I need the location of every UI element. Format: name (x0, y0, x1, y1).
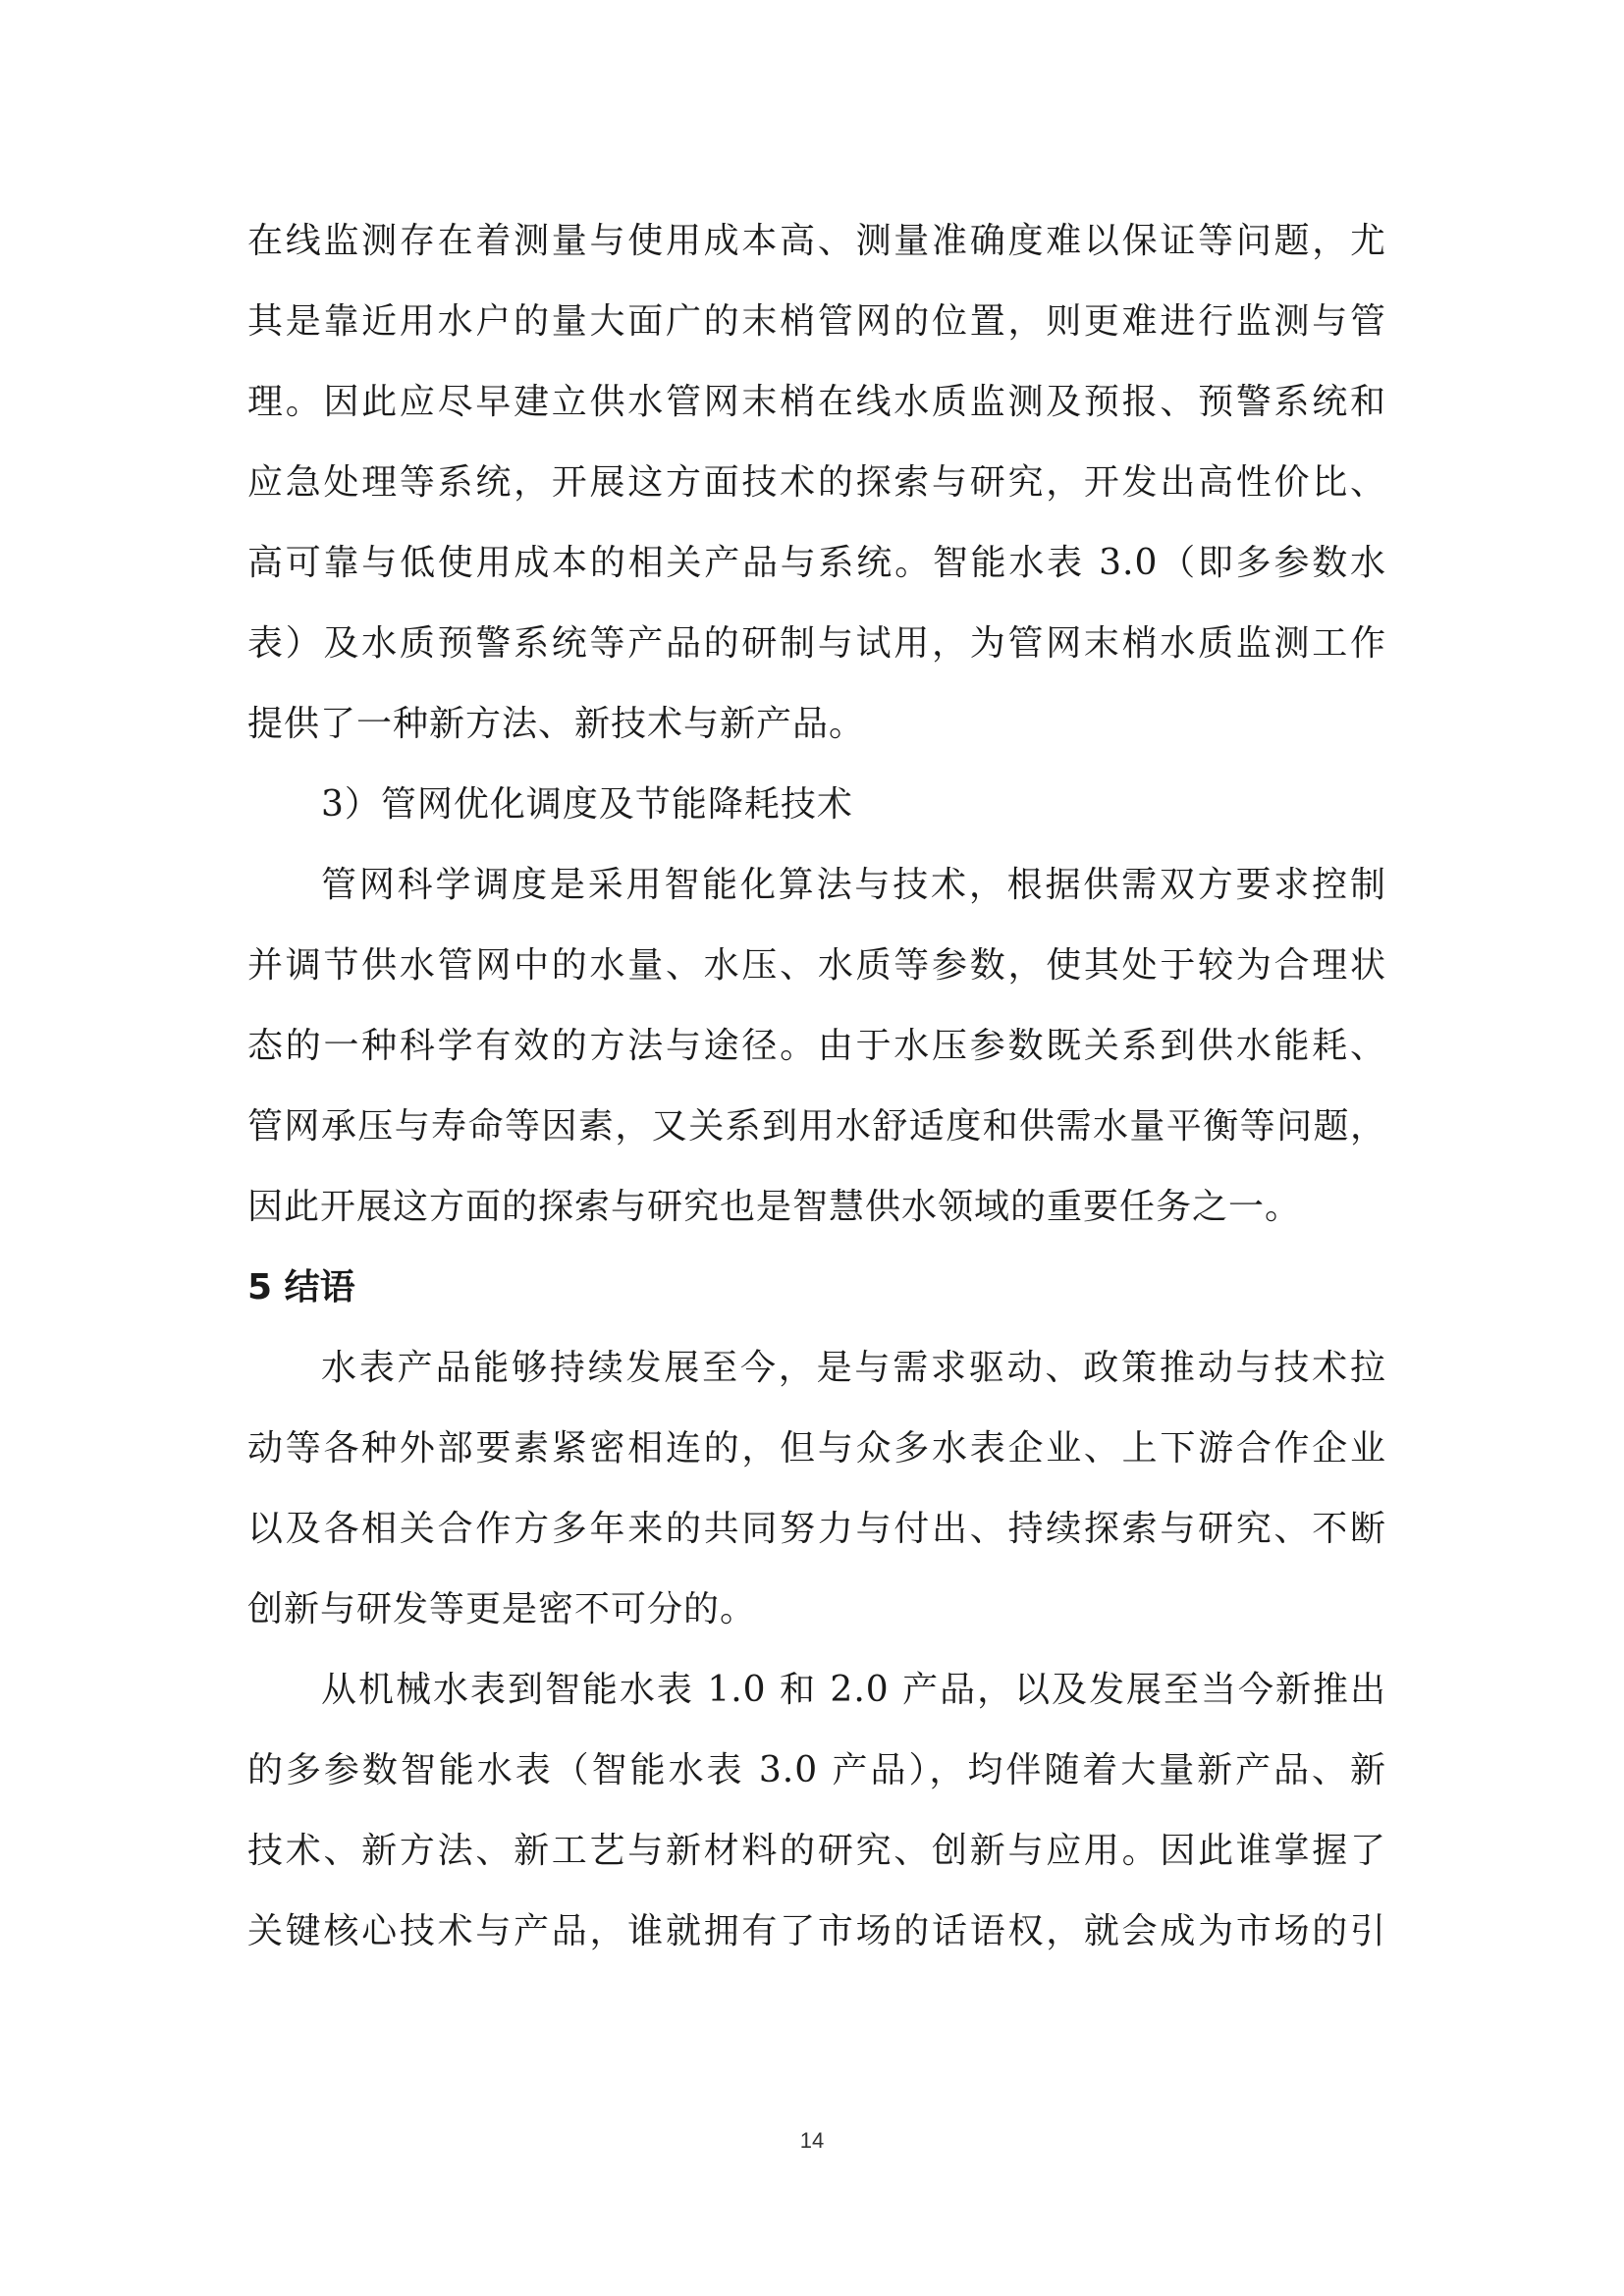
text-line: 并调节供水管网中的水量、水压、水质等参数，使其处于较为合理状 (247, 945, 1386, 986)
text-line: 的多参数智能水表（智能水表 3.0 产品），均伴随着大量新产品、新 (247, 1750, 1386, 1790)
text-line: 表）及水质预警系统等产品的研制与试用，为管网末梢水质监测工作 (247, 623, 1386, 664)
text-line: 其是靠近用水户的量大面广的末梢管网的位置，则更难进行监测与管 (247, 301, 1386, 342)
text-line: 从机械水表到智能水表 1.0 和 2.0 产品，以及发展至当今新推出 (321, 1670, 1386, 1710)
text-line: 管网科学调度是采用智能化算法与技术，根据供需双方要求控制 (321, 865, 1386, 905)
text-line: 动等各种外部要素紧密相连的，但与众多水表企业、上下游合作企业 (247, 1428, 1386, 1468)
text-line: 理。因此应尽早建立供水管网末梢在线水质监测及预报、预警系统和 (247, 382, 1386, 422)
text-line: 高可靠与低使用成本的相关产品与系统。智能水表 3.0（即多参数水 (247, 543, 1386, 583)
text-line: 因此开展这方面的探索与研究也是智慧供水领域的重要任务之一。 (247, 1187, 1302, 1227)
paragraph-network-scheduling (247, 845, 1386, 1248)
text-line: 提供了一种新方法、新技术与新产品。 (247, 704, 866, 744)
text-line: 创新与研发等更是密不可分的。 (247, 1589, 757, 1629)
section-heading: 5 结语 (247, 1267, 355, 1308)
text-line: 技术、新方法、新工艺与新材料的研究、创新与应用。因此谁掌握了 (247, 1831, 1386, 1871)
text-line: 水表产品能够持续发展至今，是与需求驱动、政策推动与技术拉 (321, 1348, 1386, 1388)
paragraph-conclusion-1 (247, 1328, 1386, 1650)
text-line: 管网承压与寿命等因素，又关系到用水舒适度和供需水量平衡等问题， (247, 1106, 1386, 1147)
text-line: 应急处理等系统，开展这方面技术的探索与研究，开发出高性价比、 (247, 462, 1386, 503)
text-line: 在线监测存在着测量与使用成本高、测量准确度难以保证等问题，尤 (247, 221, 1386, 261)
page-body (247, 201, 1386, 1972)
text-line: 以及各相关合作方多年来的共同努力与付出、持续探索与研究、不断 (247, 1509, 1386, 1549)
paragraph-online-monitoring (247, 201, 1386, 765)
paragraph-conclusion-2 (247, 1650, 1386, 1972)
text-line: 关键核心技术与产品，谁就拥有了市场的话语权，就会成为市场的引 (247, 1911, 1386, 1951)
page-number: 14 (799, 2128, 825, 2153)
subheading: 3）管网优化调度及节能降耗技术 (321, 784, 853, 825)
text-line: 态的一种科学有效的方法与途径。由于水压参数既关系到供水能耗、 (247, 1026, 1386, 1066)
